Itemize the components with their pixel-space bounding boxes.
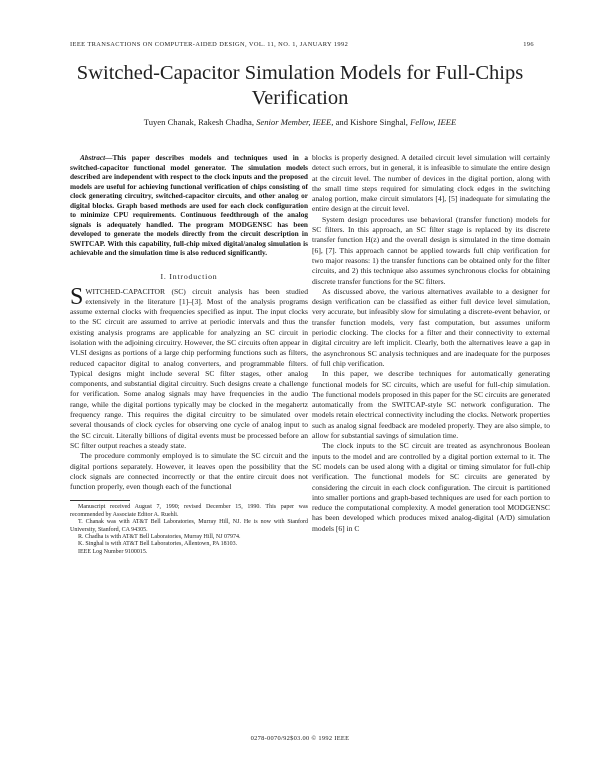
page-number: 196 xyxy=(523,41,534,48)
footnote-author-2: R. Chadha is with AT&T Bell Laboratories, Murray Hill, NJ 07974. xyxy=(78,534,241,541)
left-column xyxy=(70,153,308,556)
intro-paragraph-4: System design procedures use behavioral (transfer function) models for SC filters. In this approach, an SC filter stage is replaced by its discrete transfer function H(z) and the overall design is simulated in the time domain [6], [7]. This approach cannot be applied towards full chip verification for two major reasons: 1) the transfer functions can be obtained only for the filter circuits, and 2) this technique also assumes synchronous clocks for obtaining discrete transfer functions for the SC filters. xyxy=(312,214,550,286)
footnote-log-number: IEEE Log Number 9100015. xyxy=(78,548,148,555)
intro-paragraph-5: As discussed above, the various alternatives available to a designer for design verification can be classified as either full device level simulation, very accurate, but infeasibly slow for simulating a discrete-event behavior, or transfer function models, very fast computation, but assumes uniform periodic clocking. The clocks for a filter and their connectivity to external digital circuitry are left implicit. Clearly, both the alternatives leave a gap in the asynchronous SC analysis techniques and are inadequate for the purposes of full chip verification. xyxy=(312,286,550,368)
right-column xyxy=(312,153,550,534)
footnotes xyxy=(70,504,308,556)
journal-header: IEEE TRANSACTIONS ON COMPUTER-AIDED DESIGN, VOL. 11, NO. 1, JANUARY 1992 xyxy=(70,41,349,48)
footnote-author-1: T. Chanak was with AT&T Bell Laboratories, Murray Hill, NJ. He is now with Stanford University, Stanford, CA 94305. xyxy=(70,519,308,533)
author-role-2: Fellow, IEEE xyxy=(410,117,457,127)
author-role-1: Senior Member, IEEE, xyxy=(256,117,334,127)
intro-paragraph-7: The clock inputs to the SC circuit are treated as asynchronous Boolean inputs to the model and are controlled by a digital portion external to it. The SC models can be used along with a digital or timing simulator for full-chip verification. The functional models for SC circuits are generated by considering the circuit in each clock configuration. The circuit is partitioned into smaller portions and graph-based techniques are used for each portion to reduce the computational complexity. A model generation tool MODGENSC has been developed which produces mixed analog-digital (A/D) simulation models [6] in C xyxy=(312,441,550,533)
drop-cap: S xyxy=(70,283,84,310)
abstract-label: Abstract xyxy=(80,153,106,162)
footnote-divider xyxy=(70,500,130,501)
paper-title: Switched-Capacitor Simulation Models for Full-Chips Verification xyxy=(76,62,524,109)
intro-paragraph-3: blocks is properly designed. A detailed circuit level simulation will certainly detect such errors, but in general, it is infeasible to simulate the entire design at the circuit level. The number of devices in the digital portion, along with the small time steps required for simulating clock edges in the switching analog portion, make circuit simulators [4], [5] inadequate for simulating the entire design at the circuit level. xyxy=(312,153,550,214)
intro-paragraph-2: The procedure commonly employed is to simulate the SC circuit and the digital portions separately. However, it leaves open the possibility that the clock signals are connected incorrectly or that the entire circuit does not function properly, even though each of the functional xyxy=(70,451,308,492)
abstract xyxy=(70,153,308,258)
running-head xyxy=(70,41,534,48)
section-heading-introduction: I. Introduction xyxy=(160,271,218,281)
author-line xyxy=(60,117,540,127)
abstract-text: —This paper describes models and techniques used in a switched-capacitor functional model generator. The simulation models described are independent with respect to the clock inputs and the proposed models are useful for achieving functional verification of chips consisting of clock generating circuitry, switched-capacitor circuits, and other analog or digital blocks. Graph based methods are used for each clock configuration to minimize CPU requirements. Continuous feedthrough of the analog signals is adequately handled. The program MODGENSC has been developed to generate the models directly from the circuit description in SWITCAP. With this capability, full-chip mixed digital/analog simulation is achievable and the simulation time is also reduced significantly. xyxy=(70,153,308,257)
intro-paragraph-6: In this paper, we describe techniques for automatically generating functional models for SC circuits, which are useful for full-chip simulation. The functional models proposed in this paper for the SC circuits are generated automatically from the SWITCAP-style SC network configuration. The models retain electrical connectivity including the clocks. Network properties such as analog signal feedback are modeled properly. They are also simple, to allow for substantial savings of simulation time. xyxy=(312,369,550,441)
intro-paragraph-1-text: WITCHED-CAPACITOR (SC) circuit analysis has been studied extensively in the literature [1]–[3]. Most of the analysis programs assume external clocks with frequencies specified as input. The input clocks to the SC circuit are assumed to arrive at periodic intervals and thus the existing analysis programs are applicable for analyzing an SC circuit in isolation with the adjoining circuitry. However, the SC circuits often appear in VLSI designs as portions of a large chip performing functions such as filters, reduced capacitor digital to analog converters, and programmable filters. Typical designs might include several SC filter stages, other analog components, and substantial digital circuitry. Such designs create a challenge for verification. Some analog signals may have frequencies in the audio range, while the digital portions typically may be clocked in the megahertz frequency range. This requires the digital circuitry to be simulated over several thousands of clock cycles for observing one cycle of analog input to the SC circuit. Literally billions of digital events must be processed before an SC filter output reaches a steady state. xyxy=(70,286,308,450)
footnote-manuscript: Manuscript received August 7, 1990; revised December 15, 1990. This paper was recommended by Associate Editor A. Ruehli. xyxy=(70,504,308,518)
copyright-line: 0278-0070/92$03.00 © 1992 IEEE xyxy=(250,735,350,742)
author-names: Tuyen Chanak, Rakesh Chadha, xyxy=(143,117,254,127)
footnote-author-3: K. Singhal is with AT&T Bell Laboratories, Allentown, PA 18103. xyxy=(78,541,238,548)
author-and: and Kishore Singhal, xyxy=(335,117,408,127)
intro-paragraph-1 xyxy=(70,283,308,452)
